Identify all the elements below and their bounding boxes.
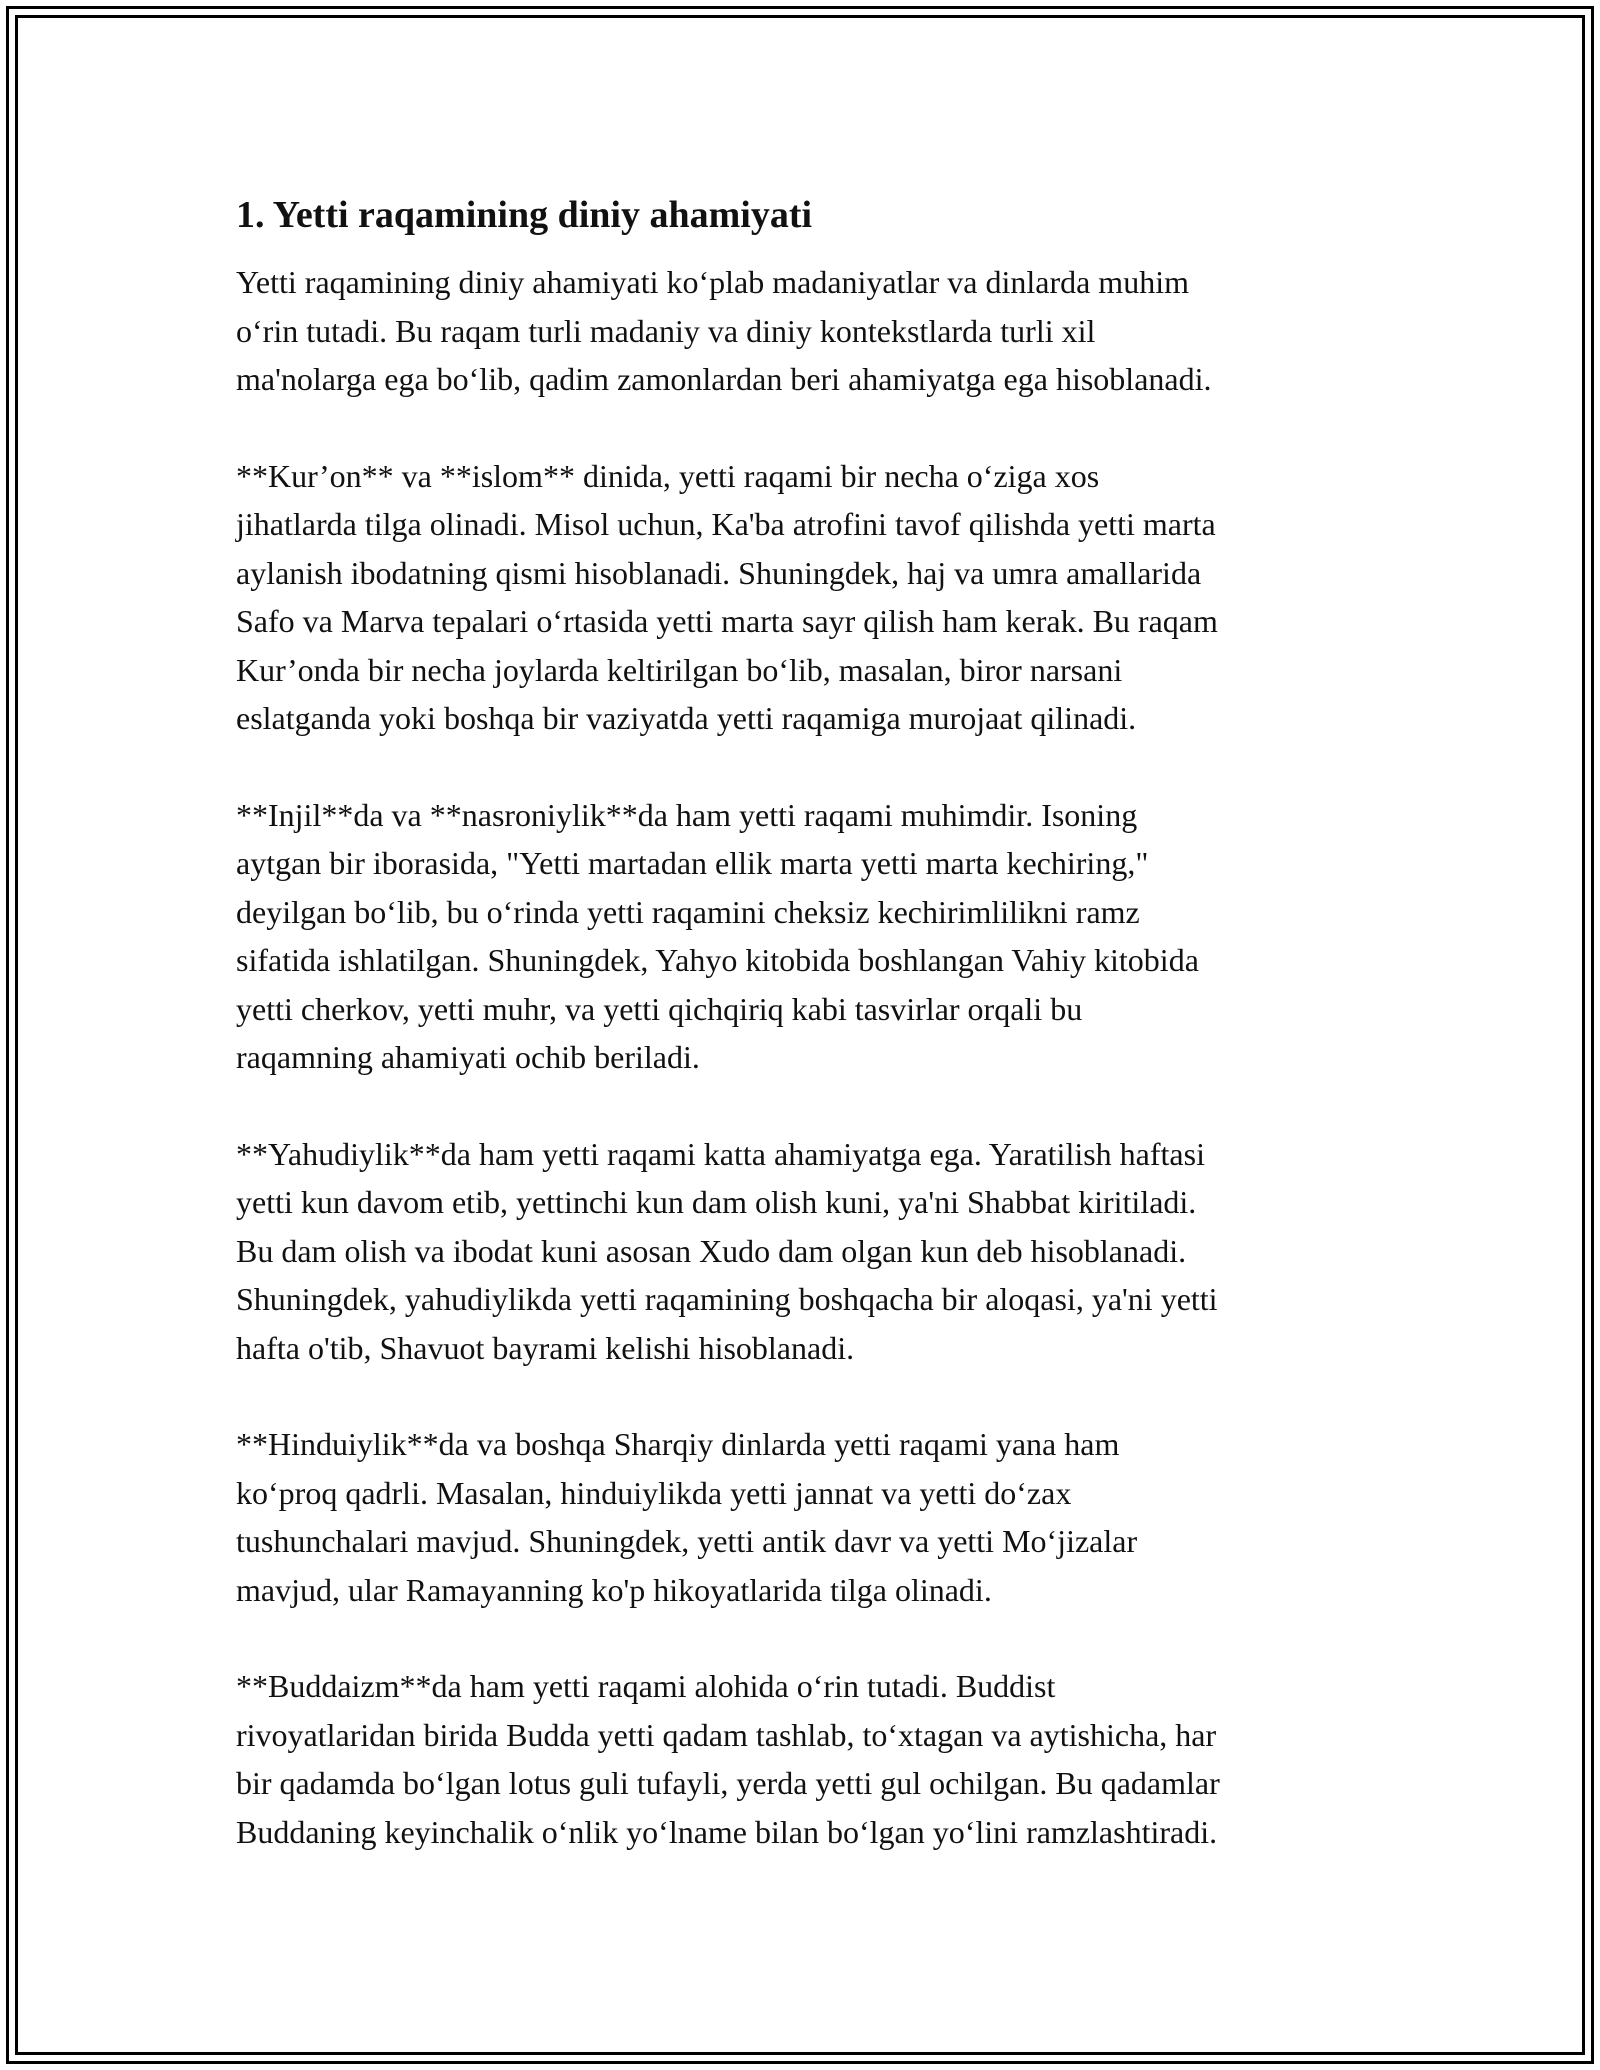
text-line: yetti cherkov, yetti muhr, va yetti qichqiriq kabi tasvirlar orqali bu <box>236 990 1083 1027</box>
text-line: tushunchalari mavjud. Shuningdek, yetti antik davr va yetti Moʻjizalar <box>236 1523 1138 1559</box>
text-line: jihatlarda tilga olinadi. Misol uchun, Ka'ba atrofini tavof qilishda yetti marta <box>236 506 1216 542</box>
text-line: Bu dam olish va ibodat kuni asosan Xudo dam olgan kun deb hisoblanadi. <box>236 1232 1187 1269</box>
text-line: oʻrin tutadi. Bu raqam turli madaniy va diniy kontekstlarda turli xil <box>236 312 1096 349</box>
text-line: aylanish ibodatning qismi hisoblanadi. Shuningdek, haj va umra amallarida <box>236 554 1202 591</box>
text-line: Yetti raqamining diniy ahamiyati koʻplab madaniyatlar va dinlarda muhim <box>236 264 1189 300</box>
text-line: Kur’onda bir necha joylarda keltirilgan boʻlib, masalan, biror narsani <box>236 651 1123 688</box>
text-line: koʻproq qadrli. Masalan, hinduiylikda yetti jannat va yetti doʻzax <box>236 1474 1072 1511</box>
paragraph-hinduism <box>236 1420 1376 1614</box>
text-line: **Kur’on** va **islom** dinida, yetti raqami bir necha oʻziga xos <box>236 457 1100 494</box>
paragraph-islam <box>236 452 1376 743</box>
text-line: deyilgan boʻlib, bu oʻrinda yetti raqamini cheksiz kechirimlilikni ramz <box>236 893 1140 930</box>
text-line: **Buddaizm**da ham yetti raqami alohida oʻrin tutadi. Buddist <box>236 1668 1056 1704</box>
paragraph-intro <box>236 258 1376 404</box>
text-line: **Injil**da va **nasroniylik**da ham yetti raqami muhimdir. Isoning <box>236 796 1138 833</box>
paragraph-buddhism <box>236 1662 1376 1856</box>
text-line: sifatida ishlatilgan. Shuningdek, Yahyo kitobida boshlangan Vahiy kitobida <box>236 942 1199 978</box>
text-line: hafta o'tib, Shavuot bayrami kelishi hisoblanadi. <box>236 1329 855 1366</box>
text-line: bir qadamda boʻlgan lotus guli tufayli, yerda yetti gul ochilgan. Bu qadamlar <box>236 1765 1220 1801</box>
section-heading: 1. Yetti raqamining diniy ahamiyati <box>236 194 813 236</box>
text-line: Buddaning keyinchalik oʻnlik yoʻlname bilan boʻlgan yoʻlini ramzlashtiradi. <box>236 1813 1218 1850</box>
text-line: Safo va Marva tepalari oʻrtasida yetti marta sayr qilish ham kerak. Bu raqam <box>236 603 1218 639</box>
text-line: raqamning ahamiyati ochib beriladi. <box>236 1039 700 1075</box>
text-line: **Yahudiylik**da ham yetti raqami katta ahamiyatga ega. Yaratilish haftasi <box>236 1135 1205 1172</box>
text-line: aytgan bir iborasida, "Yetti martadan ellik marta yetti marta kechiring," <box>236 845 1149 881</box>
text-line: eslatganda yoki boshqa bir vaziyatda yetti raqamiga murojaat qilinadi. <box>236 700 1137 736</box>
text-line: ma'nolarga ega boʻlib, qadim zamonlardan beri ahamiyatga ega hisoblanadi. <box>236 361 1212 397</box>
text-line: mavjud, ular Ramayanning ko'p hikoyatlarida tilga olinadi. <box>236 1571 992 1608</box>
document-body <box>236 190 1376 1856</box>
text-line: Shuningdek, yahudiylikda yetti raqamining boshqacha bir aloqasi, ya'ni yetti <box>236 1281 1218 1317</box>
paragraph-christianity <box>236 791 1376 1082</box>
text-line: yetti kun davom etib, yettinchi kun dam olish kuni, ya'ni Shabbat kiritiladi. <box>236 1184 1197 1220</box>
text-line: **Hinduiylik**da va boshqa Sharqiy dinlarda yetti raqami yana ham <box>236 1426 1120 1462</box>
paragraph-judaism <box>236 1130 1376 1373</box>
text-line: rivoyatlaridan birida Budda yetti qadam tashlab, toʻxtagan va aytishicha, har <box>236 1716 1217 1753</box>
